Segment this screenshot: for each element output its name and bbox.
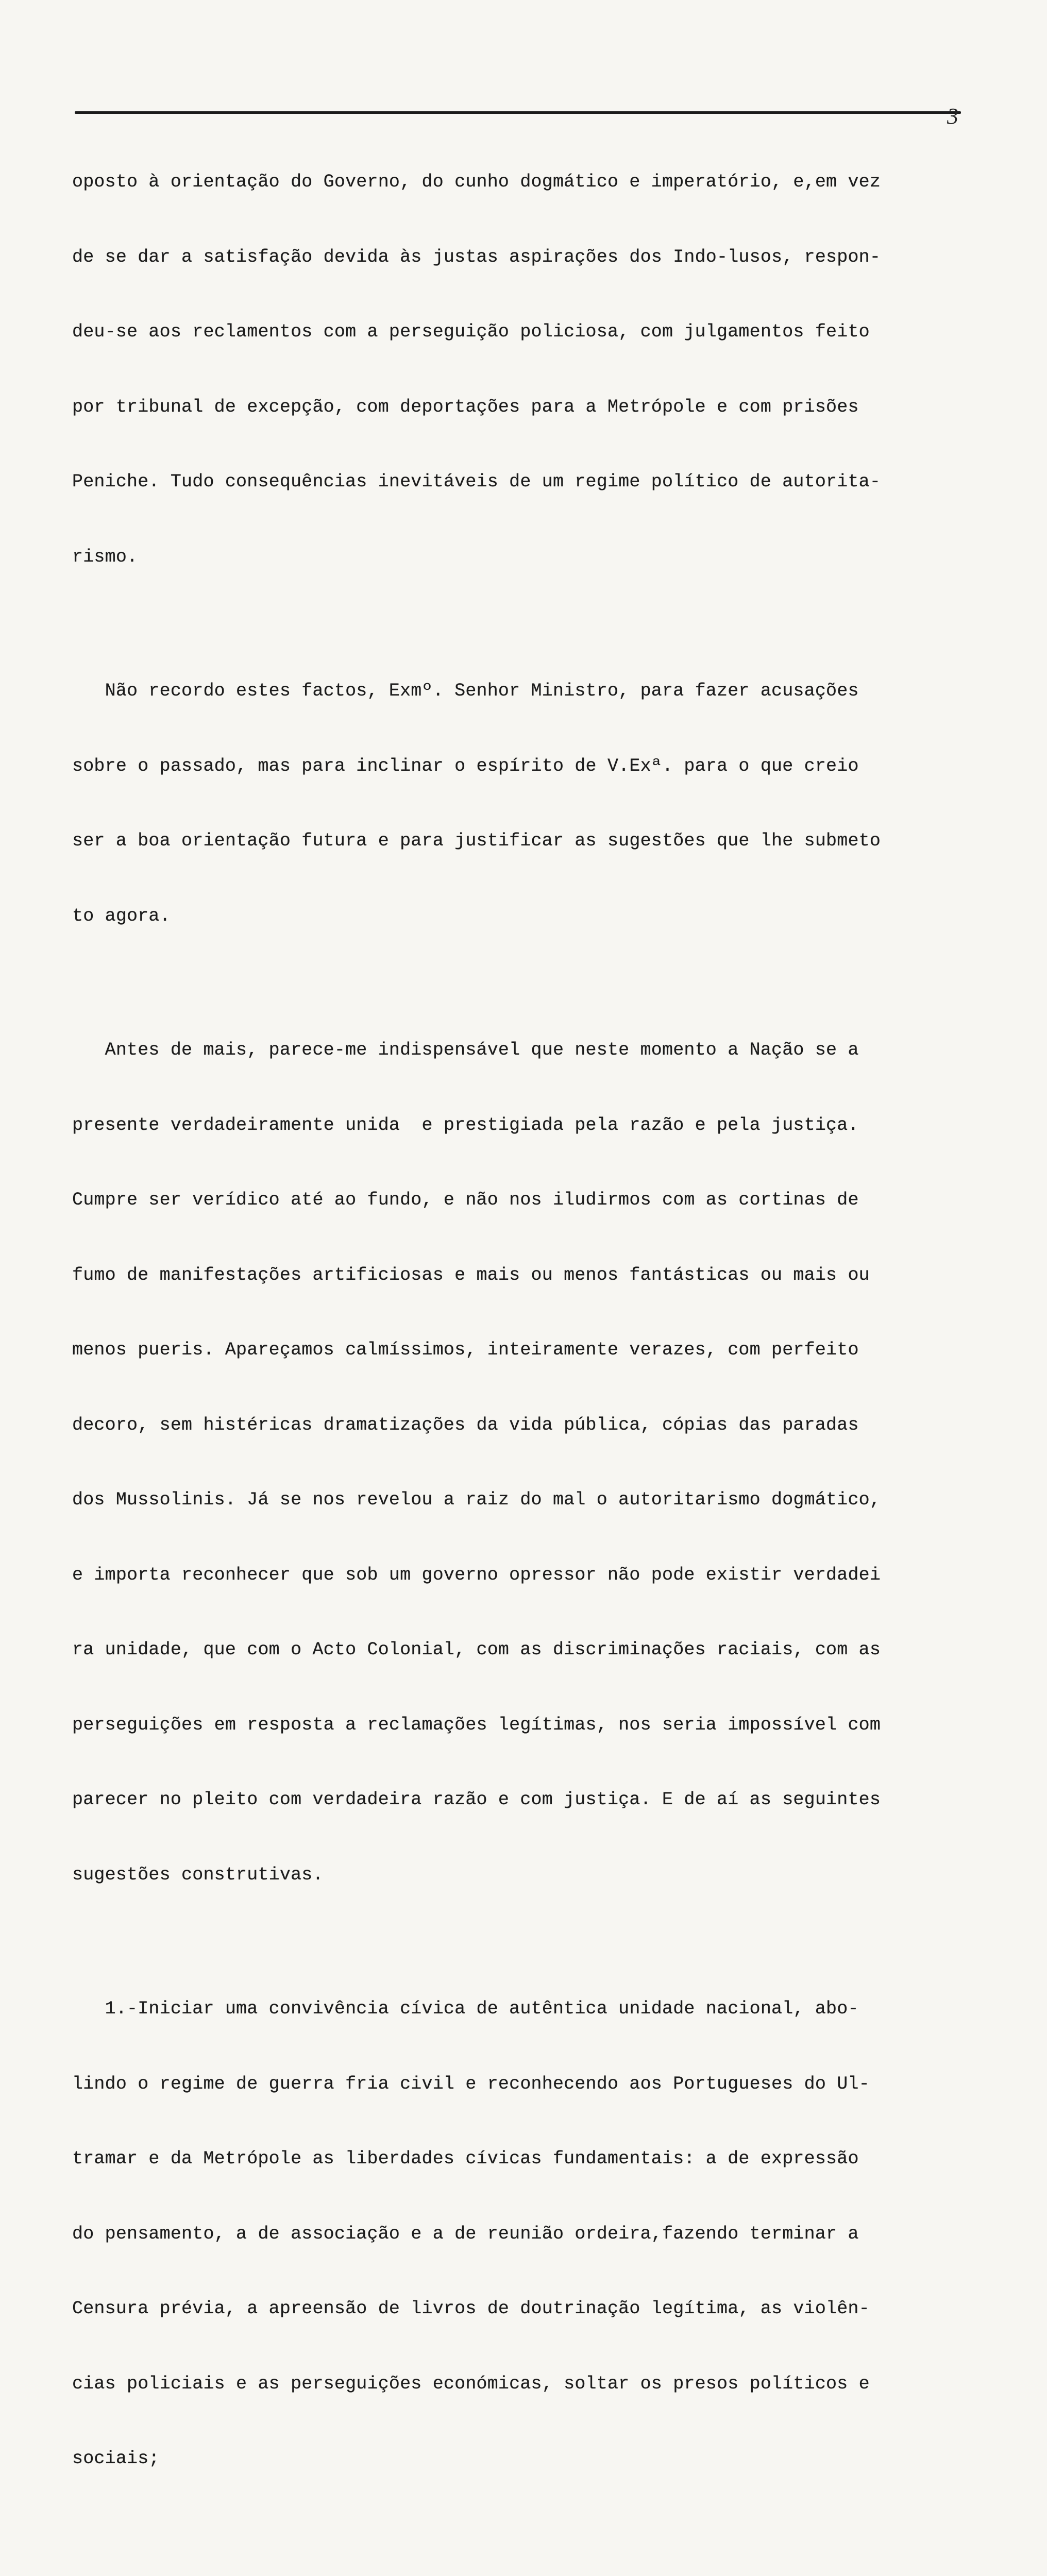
- text-line: de se dar a satisfação devida às justas aspirações dos Indo-lusos, respon-: [72, 246, 881, 267]
- text-line: decoro, sem histéricas dramatizações da vida pública, cópias das paradas: [72, 1414, 859, 1435]
- text-line: Antes de mais, parece-me indispensável que neste momento a Nação se a: [72, 1040, 859, 1060]
- text-line: deu-se aos reclamentos com a perseguição policiosa, com julgamentos feito: [72, 321, 870, 342]
- text-line: por tribunal de excepção, com deportações para a Metrópole e com prisões: [72, 396, 859, 417]
- text-line: to agora.: [72, 905, 171, 926]
- text-line: dos Mussolinis. Já se nos revelou a raiz do mal o autoritarismo dogmático,: [72, 1489, 881, 1510]
- text-line: Não recordo estes factos, Exmº. Senhor Ministro, para fazer acusações: [72, 681, 859, 701]
- text-line: oposto à orientação do Governo, do cunho dogmático e imperatório, e,em vez: [72, 172, 881, 192]
- text-line: do pensamento, a de associação e a de reunião ordeira,fazendo terminar a: [72, 2223, 859, 2244]
- text-line: tramar e da Metrópole as liberdades cívicas fundamentais: a de expressão: [72, 2148, 859, 2169]
- text-line: Censura prévia, a apreensão de livros de doutrinação legítima, as violên-: [72, 2298, 870, 2319]
- text-line: e importa reconhecer que sob um governo opressor não pode existir verdadei: [72, 1564, 881, 1585]
- text-line: Cumpre ser verídico até ao fundo, e não nos iludirmos com as cortinas de: [72, 1190, 859, 1210]
- header-rule: [75, 111, 961, 114]
- text-line: sociais;: [72, 2448, 160, 2469]
- text-line: ra unidade, que com o Acto Colonial, com as discriminações raciais, com as: [72, 1639, 881, 1660]
- text-line: sugestões construtivas.: [72, 1864, 324, 1885]
- text-line: lindo o regime de guerra fria civil e reconhecendo aos Portugueses do Ul-: [72, 2073, 870, 2094]
- page-number: 3: [947, 104, 958, 129]
- text-line: presente verdadeiramente unida e prestigiada pela razão e pela justiça.: [72, 1114, 859, 1136]
- text-line: Peniche. Tudo consequências inevitáveis de um regime político de autorita-: [72, 471, 881, 492]
- text-line: perseguições em resposta a reclamações legítimas, nos seria impossível com: [72, 1714, 881, 1735]
- text-line: cias policiais e as perseguições económicas, soltar os presos políticos e: [72, 2373, 870, 2394]
- text-line: fumo de manifestações artificiosas e mais ou menos fantásticas ou mais ou: [72, 1264, 870, 1285]
- text-line: ser a boa orientação futura e para justificar as sugestões que lhe submeto: [72, 831, 881, 851]
- text-line: sobre o passado, mas para inclinar o espírito de V.Exª. para o que creio: [72, 755, 859, 776]
- text-line: parecer no pleito com verdadeira razão e com justiça. E de aí as seguintes: [72, 1789, 881, 1810]
- text-line: menos pueris. Apareçamos calmíssimos, inteiramente verazes, com perfeito: [72, 1340, 859, 1360]
- text-line: rismo.: [72, 546, 138, 567]
- text-line: 1.-Iniciar uma convivência cívica de autêntica unidade nacional, abo-: [72, 1998, 859, 2019]
- letter-body: [72, 120, 979, 2576]
